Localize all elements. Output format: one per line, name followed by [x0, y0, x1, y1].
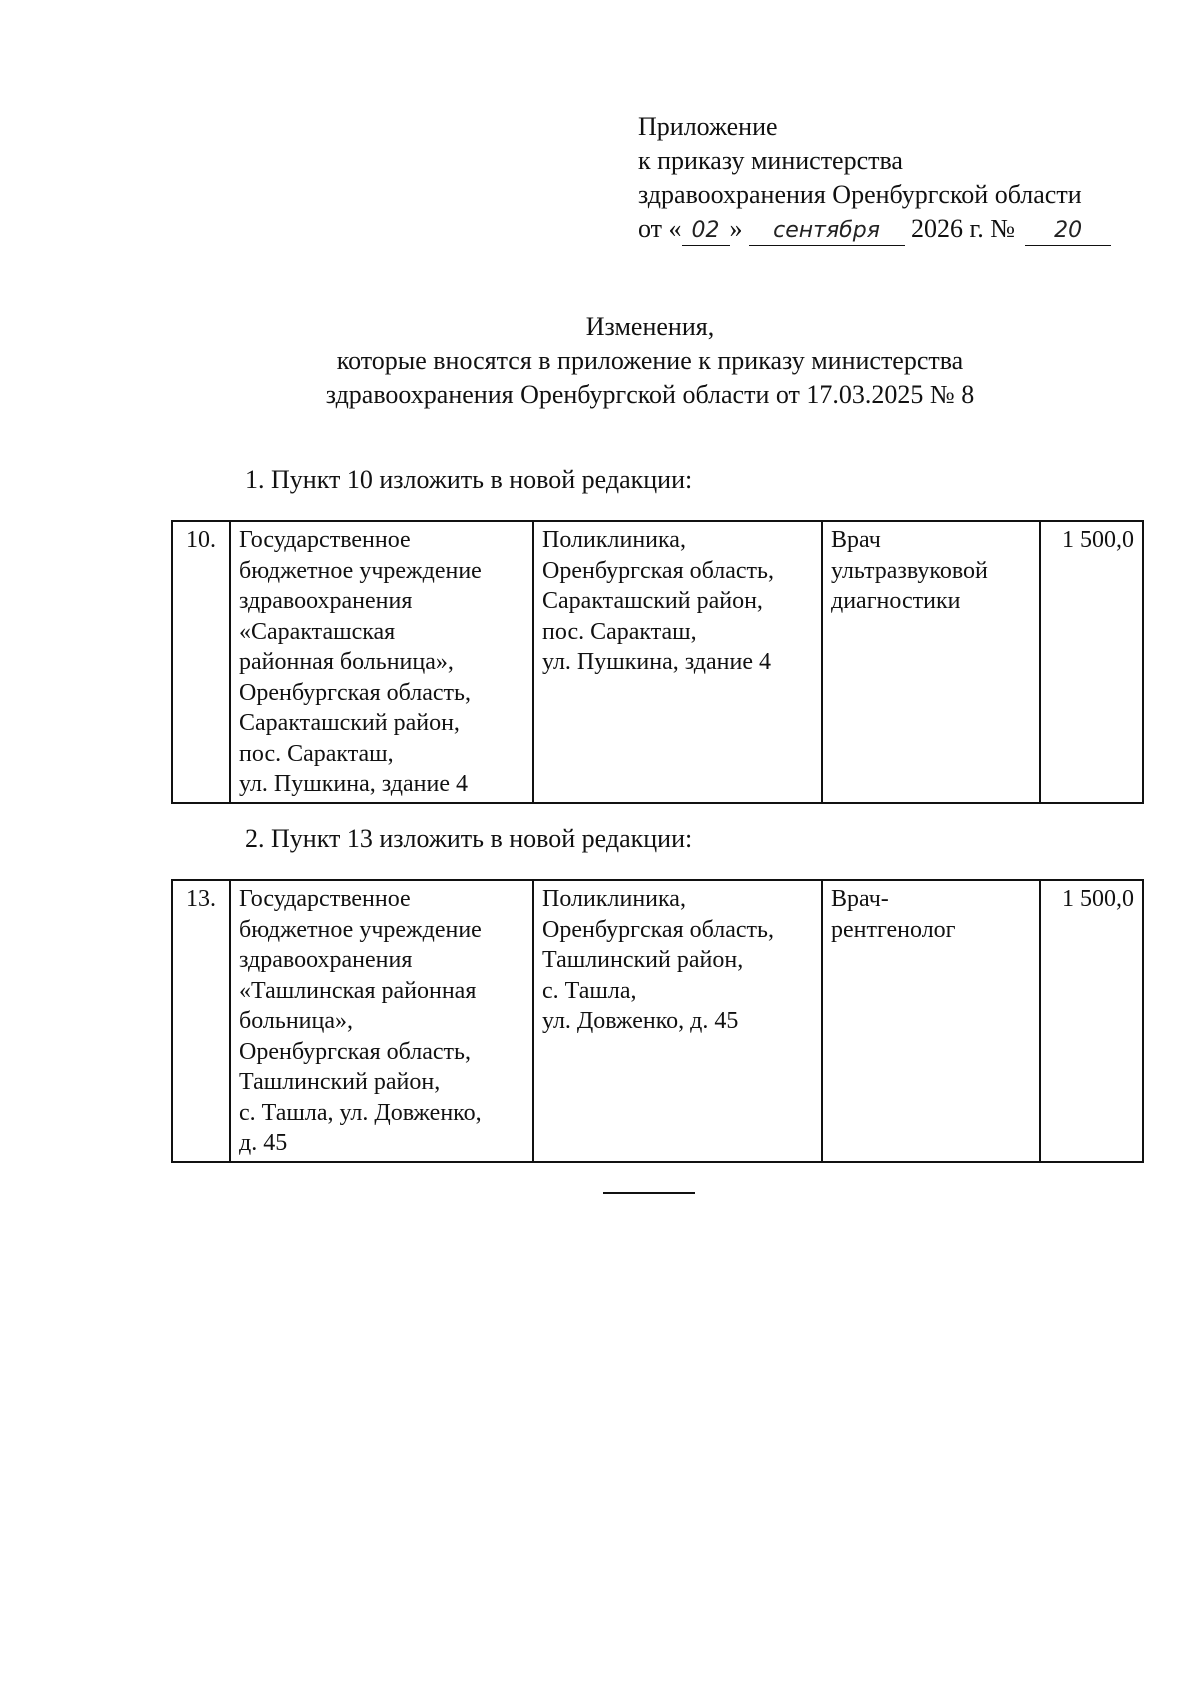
cell-line: д. 45	[239, 1130, 288, 1156]
cell-line: «Ташлинская районная	[239, 977, 477, 1004]
handwritten-day: 02	[682, 217, 730, 246]
heading-line-2: которые вносятся в приложение к приказу министерства	[336, 346, 964, 375]
heading-line-3: здравоохранения Оренбургской области от 17.03.2025 № 8	[325, 380, 975, 409]
handwritten-month: сентября	[749, 217, 905, 246]
cell-line: пос. Саракташ,	[239, 740, 394, 767]
appendix-line-2: к приказу министерства	[638, 146, 903, 175]
handwritten-order-number: 20	[1025, 217, 1111, 246]
cell-line: бюджетное учреждение	[239, 557, 482, 584]
cell-line: бюджетное учреждение	[239, 916, 482, 943]
table-row	[172, 880, 1143, 1162]
cell-line: ультразвуковой	[831, 557, 988, 584]
cell-line: Оренбургская область,	[542, 916, 774, 943]
position-cell	[822, 521, 1040, 803]
cell-line: Ташлинский район,	[239, 1069, 441, 1095]
point-2-title: 2. Пункт 13 изложить в новой редакции:	[245, 824, 693, 853]
cell-line: здравоохранения	[239, 947, 413, 973]
cell-line: Ташлинский район,	[542, 947, 744, 973]
cell-line: Саракташский район,	[239, 710, 460, 736]
amount-cell: 1 500,0	[1040, 521, 1143, 803]
cell-line: ул. Пушкина, здание 4	[542, 649, 771, 675]
amount-cell: 1 500,0	[1040, 880, 1143, 1162]
point-1-table	[171, 520, 1144, 804]
cell-line: Поликлиника,	[542, 886, 686, 912]
point-1-title: 1. Пункт 10 изложить в новой редакции:	[245, 465, 693, 494]
cell-line: ул. Пушкина, здание 4	[239, 771, 468, 797]
row-number: 10.	[172, 521, 230, 803]
cell-line: Саракташский район,	[542, 588, 763, 614]
position-cell	[822, 880, 1040, 1162]
institution-cell	[230, 521, 533, 803]
cell-line: больница»,	[239, 1008, 353, 1034]
heading-line-1: Изменения,	[585, 312, 715, 341]
document-heading	[230, 310, 1070, 412]
point-2-table	[171, 879, 1144, 1163]
cell-line: Поликлиника,	[542, 527, 686, 553]
cell-line: здравоохранения	[239, 588, 413, 614]
cell-line: районная больница»,	[239, 649, 454, 675]
cell-line: ул. Довженко, д. 45	[542, 1008, 739, 1034]
table-row	[172, 521, 1143, 803]
cell-line: с. Ташла, ул. Довженко,	[239, 1099, 482, 1126]
appendix-line-1: Приложение	[638, 112, 778, 141]
cell-line: «Саракташская	[239, 618, 396, 645]
cell-line: рентгенолог	[831, 916, 956, 943]
cell-line: Оренбургская область,	[542, 557, 774, 584]
date-prefix: от «	[638, 214, 682, 243]
institution-cell	[230, 880, 533, 1162]
location-cell	[533, 880, 822, 1162]
cell-line: с. Ташла,	[542, 977, 637, 1004]
cell-line: Государственное	[239, 527, 411, 553]
cell-line: диагностики	[831, 588, 961, 614]
date-year: 2026 г. №	[911, 214, 1016, 243]
end-divider	[603, 1192, 695, 1194]
cell-line: Врач	[831, 527, 881, 553]
cell-line: Государственное	[239, 886, 411, 912]
cell-line: Оренбургская область,	[239, 1038, 471, 1065]
cell-line: Врач-	[831, 886, 889, 912]
appendix-date-line	[638, 212, 1111, 246]
location-cell	[533, 521, 822, 803]
appendix-header	[638, 110, 1111, 246]
cell-line: пос. Саракташ,	[542, 618, 697, 645]
appendix-line-3: здравоохранения Оренбургской области	[638, 180, 1082, 209]
row-number: 13.	[172, 880, 230, 1162]
cell-line: Оренбургская область,	[239, 679, 471, 706]
date-quote-close: »	[729, 214, 743, 243]
